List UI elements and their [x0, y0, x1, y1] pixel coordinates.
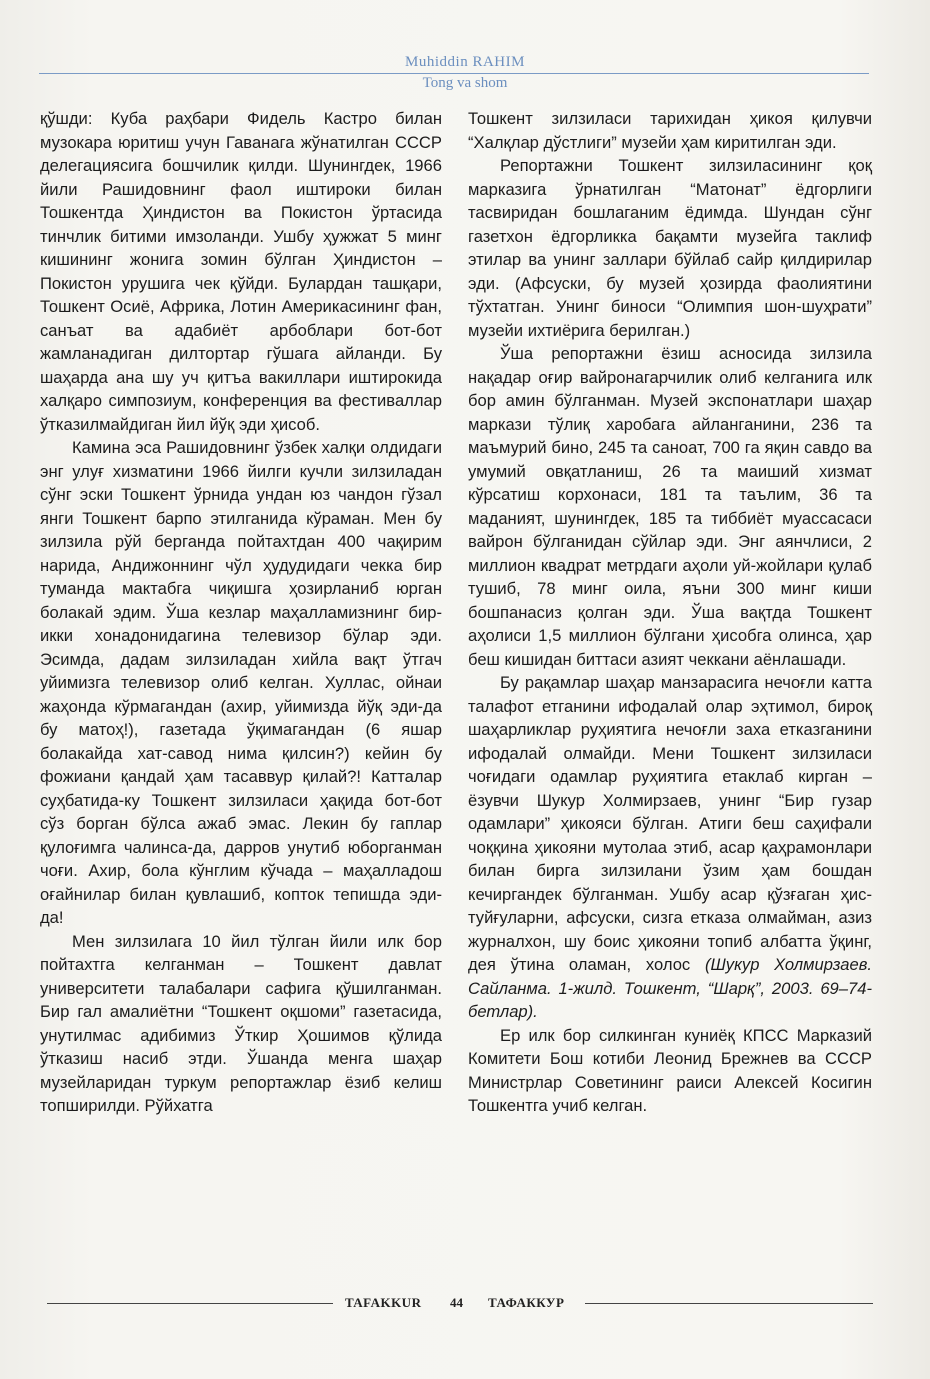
header-author: Muhiddin RAHIM: [405, 54, 525, 70]
paragraph: Мен зилзилага 10 йил тўлган йили илк бор пойтахтга келганман – Тошкент давлат университети талабалари сафига қўшилганман. Бир гал амалиётни “Тошкент оқшоми” газетасида, унутилмас адибимиз Ўткир Ҳошимов қўлида ўтказиш насиб этди. Ўшанда менга шаҳар музейларидан туркум репортажлар ёзиб келиш топширилди. Рўйхатга: [40, 931, 442, 1115]
right-column: [468, 107, 872, 1118]
footer-rule-left: [47, 1303, 333, 1304]
paragraph: Ўша репортажни ёзиш асносида зилзила нақадар оғир вайронагарчилик олиб келганига илк бор амин бўлганман. Музей экспонатлари шаҳар маркази тўлиқ харобага айланганини, 236 та маъмурий бино, 245 та саноат, 700 га яқин савдо ва умумий овқатланиш, 26 та маиший хизмат кўрсатиш корхонаси, 181 та таълим, 36 та маданият, шунингдек, 185 та тиббиёт муассасаси вайрон бўлганидан сўйлар эди. Энг аянчлиси, 2 миллион квадрат метрдаги аҳоли уй-жойлари қулаб тушиб, 78 минг оила, яъни 300 минг киши бошпанасиз қолган эди. Ўша вақтда Тошкент аҳолиси 1,5 миллион бўлгани ҳисобга олинса, ҳар беш кишидан биттаси азият чеккани аёнлашади.: [468, 344, 872, 669]
page-number: 44: [450, 1295, 463, 1310]
paragraph: Камина эса Рашидовнинг ўзбек халқи олдидаги энг улуғ хизматини 1966 йилги кучли зилзиладан сўнг эски Тошкент ўрнида ундан юз чандон гўзал янги Тошкент барпо этилганида кўраман. Мен бу зилзила рўй берганда пойтахтдан 400 чақирим нарида, Андижоннинг чўл ҳудудидаги чекка бир туманда мактабга чиқишга ҳозирланиб юрган болакай эдим. Ўша кезлар маҳалламизнинг бир-икки хонадонидагина телевизор бўлар эди. Эсимда, дадам зилзиладан хийла вақт ўтгач уйимизга телевизор олиб келган. Хуллас, ойнаи жаҳонда кўрмагандан (ахир, уйимизда йўқ эди-да бу матоҳ!), газетада ўқимагандан (6 яшар болакайда хат-савод нима қилсин?) кейин бу фожиани қандай ҳам тасаввур қилай?! Катталар суҳбатида-ку Тошкент зилзиласи ҳақида бот-бот сўз борган бўлса ажаб эмас. Лекин бу гаплар қулоғимга чалинса-да, дарров унутиб юборганман чоғи. Ахир, бола кўнглим кўчада – маҳалладош оғайнилар билан қувлашиб, копток тепишда эди-да!: [40, 438, 442, 927]
page-footer: [47, 1293, 873, 1313]
footer-rule-right: [585, 1303, 873, 1304]
footer-magazine-latin: TAFAKKUR: [345, 1295, 422, 1310]
paragraph: Репортажни Тошкент зилзиласининг қоқ марказига ўрнатилган “Матонат” ёдгорлиги тасвиридан бошлаганим ёдимда. Шундан сўнг газетхон ёдгорликка бақамти музейга таклиф этилар ва унинг заллари бўйлаб сайр қилдирилар эди. (Афсуски, бу музей ҳозирда фаолиятини тўхтатган. Унинг биноси “Олимпия шон-шуҳрати” музейи ихтиёрига берилган.): [468, 156, 872, 340]
paragraph: қўшди: Куба раҳбари Фидель Кастро билан музокара юритиш учун Гаванага жўнатилган СССР делегациясига бошчилик қилди. Шунингдек, 1966 йили Рашидовнинг фаол иштироки билан Тошкентда Ҳиндистон ва Покистон ўртасида тинчлик битими имзоланди. Ушбу ҳужжат 5 минг кишининг жонига зомин бўлган Ҳиндистон – Покистон урушига чек қўйди. Булардан ташқари, Тошкент Осиё, Африка, Лотин Америкасининг фан, санъат ва адабиёт арбоблари бот-бот жамланадиган дилтортар гўшага айланди. Бу шаҳарда ана шу уч қитъа вакиллари иштирокида халқаро симпозиум, конференция ва фестиваллар ўтказилмайдиган йил йўқ эди ҳисоб.: [40, 109, 442, 434]
paragraph: [468, 671, 872, 1024]
header-work-title: Tong va shom: [422, 75, 508, 91]
paragraph-text: Бу рақамлар шаҳар манзарасига нечоғли катта талафот етганини ифодалай олар эҳтимол, бироқ шаҳарликлар руҳиятига нечоғли заха етказганини ифодалай олмайди. Мени Тошкент зилзиласи чоғидаги одамлар руҳиятига етаклаб кирган – ёзувчи Шукур Холмирзаев, унинг “Бир гузар одамлари” ҳикояси бўлган. Атиги беш саҳифали чоққина ҳикояни мутолаа этиб, асар қаҳрамонлари билан бирга зилзилани ўзим ҳам бошдан кечиргандек бўлганман. Ушбу асар қўзғаган ҳис-туйғуларни, афсуски, сизга етказа олмайман, азиз журналхон, шу боис ҳикояни топиб албатта ўқинг, дея ўтина оламан, холос: [468, 673, 872, 974]
footer-magazine-cyrillic: ТАФАККУР: [488, 1295, 565, 1310]
header-rule: [39, 73, 869, 74]
citation: (Шукур Холмирзаев. Сайланма. 1-жилд. Тошкент, “Шарқ”, 2003. 69–74-бетлар).: [468, 955, 872, 1021]
paragraph: Ер илк бор силкинган куниёқ КПСС Марказий Комитети Бош котиби Леонид Брежнев ва СССР Министрлар Советининг раиси Алексей Косигин Тошкентга учиб келган.: [468, 1025, 872, 1115]
left-column: [40, 107, 442, 1118]
paragraph: Тошкент зилзиласи тарихидан ҳикоя қилувчи “Халқлар дўстлиги” музейи ҳам киритилган эди.: [468, 109, 872, 152]
